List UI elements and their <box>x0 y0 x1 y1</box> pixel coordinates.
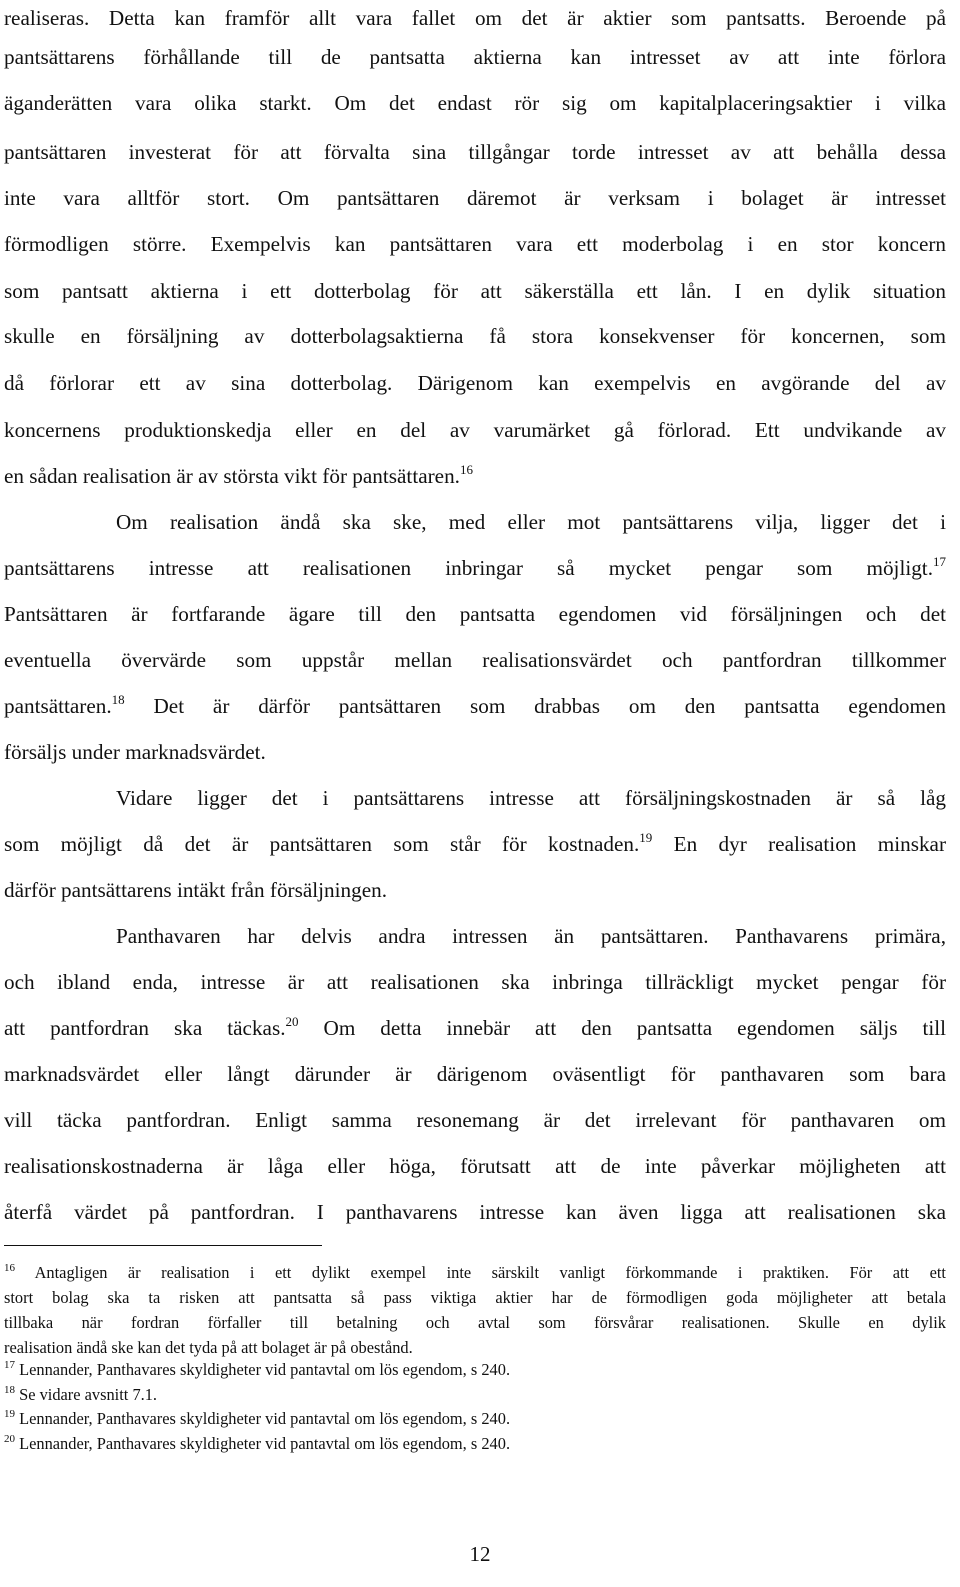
body-line: realisationskostnaderna är låga eller höga, förutsatt att de inte påverkar möjligheten att <box>4 1154 946 1178</box>
footnote-ref: 17 <box>933 554 946 569</box>
footnote-text: Se vidare avsnitt 7.1. <box>15 1385 158 1404</box>
body-line: koncernens produktionskedja eller en del av varumärket gå förlorad. Ett undvikande av <box>4 418 946 442</box>
body-line: som pantsatt aktierna i ett dotterbolag för att säkerställa ett lån. I en dylik situation <box>4 279 946 303</box>
body-line: försäljs under marknadsvärdet. <box>4 740 266 764</box>
body-line: pantsättaren investerat för att förvalta sina tillgångar torde intresset av att behålla dessa <box>4 140 946 164</box>
body-line: då förlorar ett av sina dotterbolag. Därigenom kan exempelvis en avgörande del av <box>4 371 946 395</box>
footnote-text: Lennander, Panthavares skyldigheter vid pantavtal om lös egendom, s 240. <box>15 1409 511 1428</box>
body-line <box>4 462 946 493</box>
body-line: Om realisation ändå ska ske, med eller mot pantsättarens vilja, ligger det i <box>116 510 946 534</box>
body-line: vill täcka pantfordran. Enligt samma resonemang är det irrelevant för panthavaren om <box>4 1108 946 1132</box>
footnote-line: stort bolag ska ta risken att pantsatta så pass viktiga aktier har de förmodligen goda möjligheter att betala <box>4 1288 946 1307</box>
body-line <box>4 830 946 861</box>
body-line-text: pantsättaren. <box>4 694 112 718</box>
footnote-16 <box>4 1262 946 1286</box>
footnote-number: 20 <box>4 1433 15 1445</box>
footnote-18 <box>4 1384 946 1408</box>
body-line-text: att pantfordran ska täckas. <box>4 1016 286 1040</box>
footnote-20 <box>4 1433 946 1457</box>
footnote-number: 18 <box>4 1384 15 1396</box>
body-line-text: som möjligt då det är pantsättaren som står för kostnaden. <box>4 832 640 856</box>
body-line: Vidare ligger det i pantsättarens intresse att försäljningskostnaden är så låg <box>116 786 946 810</box>
body-line: realiseras. Detta kan framför allt vara fallet om det är aktier som pantsatts. Beroende på <box>4 6 946 30</box>
footnote-ref: 18 <box>111 692 125 707</box>
footnote-ref: 19 <box>639 830 653 845</box>
body-line-text: En dyr realisation minskar <box>652 832 946 856</box>
body-line: inte vara alltför stort. Om pantsättaren däremot är verksam i bolaget är intresset <box>4 186 946 210</box>
body-line: eventuella övervärde som uppstår mellan realisationsvärdet och pantfordran tillkommer <box>4 648 946 672</box>
body-line: förmodligen större. Exempelvis kan pantsättaren vara ett moderbolag i en stor koncern <box>4 232 946 256</box>
footnote-text: Lennander, Panthavares skyldigheter vid pantavtal om lös egendom, s 240. <box>15 1434 511 1453</box>
footnote-ref: 16 <box>459 462 473 477</box>
body-line <box>4 1014 946 1045</box>
body-line: och ibland enda, intresse är att realisationen ska inbringa tillräckligt mycket pengar för <box>4 970 946 994</box>
footnote-19 <box>4 1408 946 1432</box>
body-line: återfå värdet på pantfordran. I panthavarens intresse kan även ligga att realisationen ska <box>4 1200 946 1224</box>
footnote-text: Antagligen är realisation i ett dylikt exempel inte särskilt vanligt förkommande i praktiken. För att ett <box>15 1263 946 1282</box>
footnote-ref: 20 <box>285 1014 299 1029</box>
footnote-number: 19 <box>4 1408 15 1420</box>
footnote-17 <box>4 1359 946 1383</box>
body-line-text: Det är därför pantsättaren som drabbas om den pantsatta egendomen <box>124 694 946 718</box>
body-line <box>4 692 946 723</box>
body-line-text: Om detta innebär att den pantsatta egendomen säljs till <box>298 1016 946 1040</box>
footnote-line: tillbaka när fordran förfaller till betalning och avtal som försvårar realisationen. Skulle en dylik <box>4 1313 946 1332</box>
body-line: pantsättarens förhållande till de pantsatta aktierna kan intresset av att inte förlora <box>4 45 946 69</box>
body-line <box>4 554 946 585</box>
body-line-text: pantsättarens intresse att realisationen inbringar så mycket pengar som möjligt. <box>4 556 933 580</box>
body-line: skulle en försäljning av dotterbolagsaktierna få stora konsekvenser för koncernen, som <box>4 324 946 348</box>
footnote-text: Lennander, Panthavares skyldigheter vid pantavtal om lös egendom, s 240. <box>15 1360 511 1379</box>
footnote-number: 17 <box>4 1359 15 1371</box>
body-line: marknadsvärdet eller långt därunder är därigenom oväsentligt för panthavaren som bara <box>4 1062 946 1086</box>
body-line: Panthavaren har delvis andra intressen än pantsättaren. Panthavarens primära, <box>116 924 946 948</box>
body-line: därför pantsättarens intäkt från försäljningen. <box>4 878 387 902</box>
body-line-text: en sådan realisation är av största vikt för pantsättaren. <box>4 464 460 488</box>
footnote-separator <box>4 1245 322 1246</box>
footnote-line: realisation ändå ske kan det tyda på att bolaget är på obestånd. <box>4 1338 413 1357</box>
page-number: 12 <box>469 1542 491 1566</box>
footnote-number: 16 <box>4 1262 15 1274</box>
body-line: Pantsättaren är fortfarande ägare till den pantsatta egendomen vid försäljningen och det <box>4 602 946 626</box>
body-line: äganderätten vara olika starkt. Om det endast rör sig om kapitalplaceringsaktier i vilka <box>4 91 946 115</box>
